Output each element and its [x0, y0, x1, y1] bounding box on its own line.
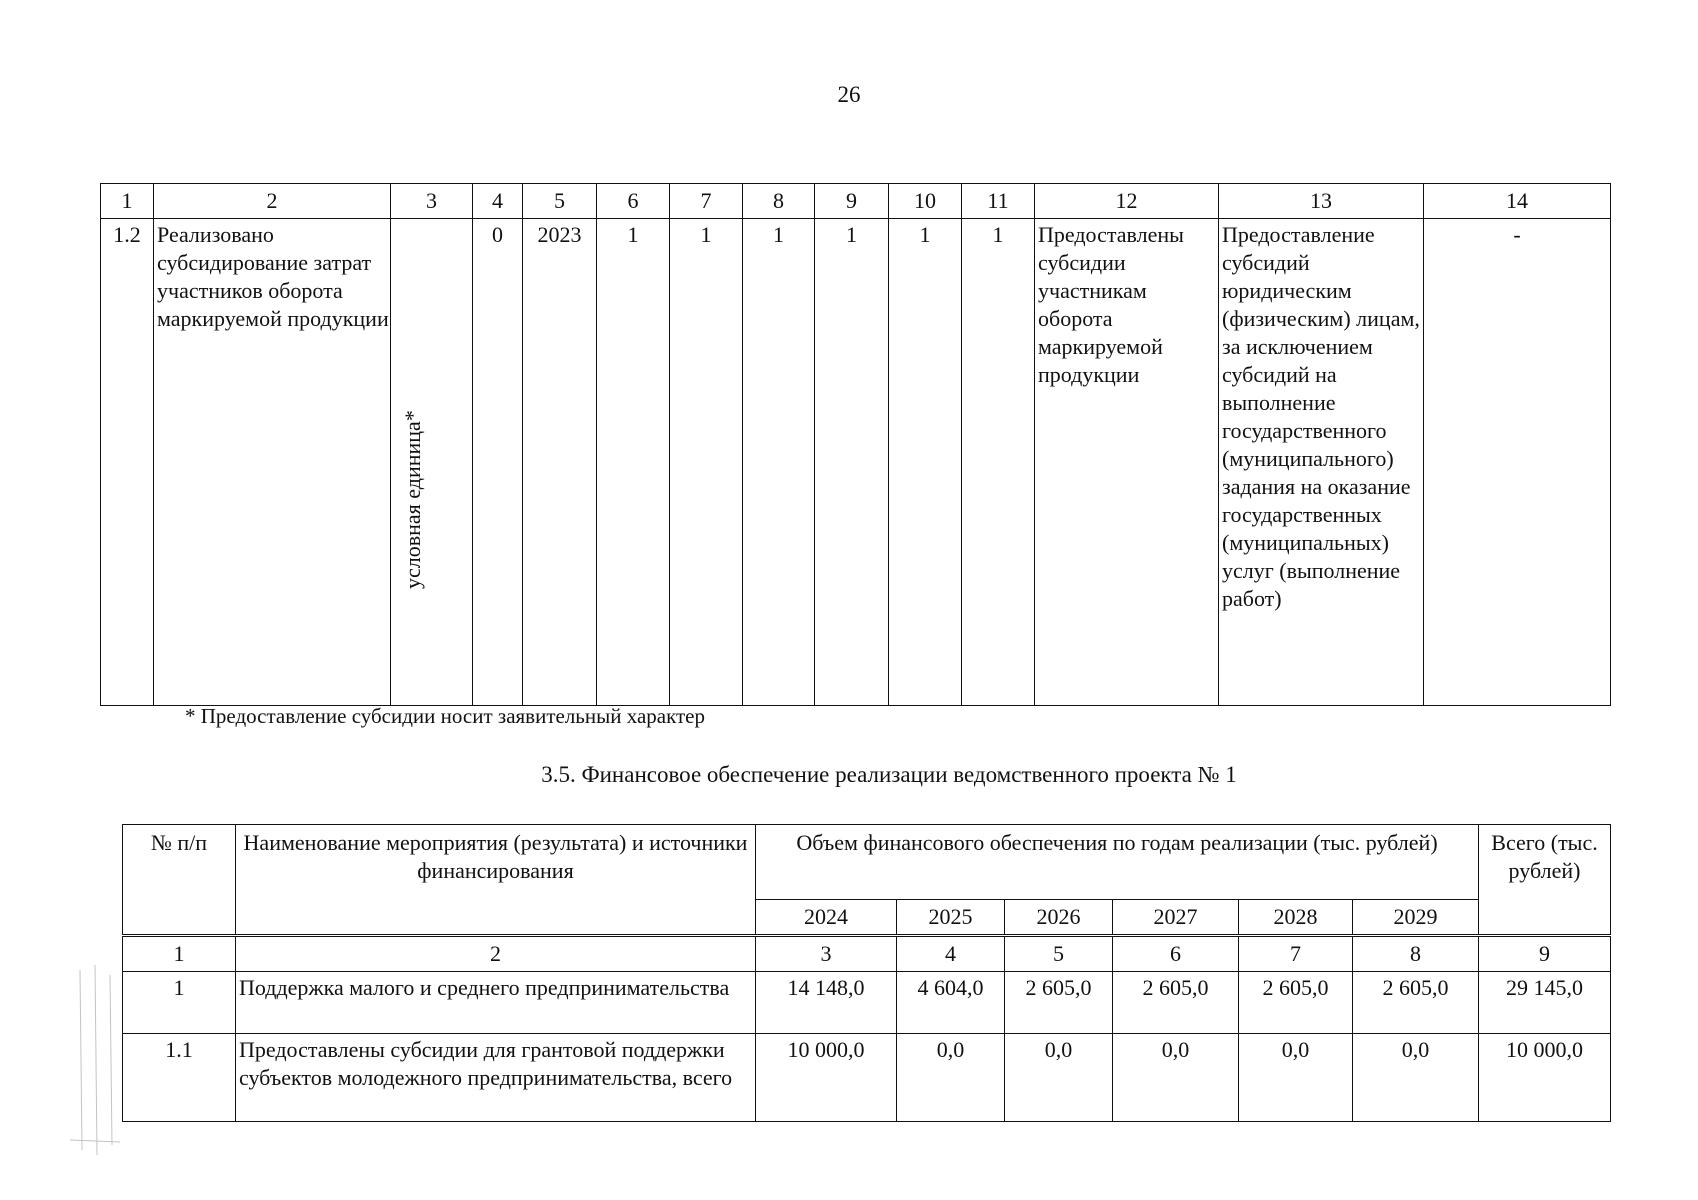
- column-number: 6: [1113, 936, 1239, 972]
- value-cell: 14 148,0: [756, 972, 897, 1034]
- column-number: 3: [391, 184, 473, 219]
- column-number: 4: [897, 936, 1005, 972]
- result-name: Реализовано субсидирование затрат участников оборота маркируемой продукции: [154, 219, 391, 706]
- page-number: 26: [837, 82, 861, 107]
- value-cell: 2 605,0: [1113, 972, 1239, 1034]
- table-cell: 1: [670, 219, 743, 706]
- column-number: 1: [123, 936, 236, 972]
- column-number: 5: [523, 184, 597, 219]
- year-header: 2028: [1239, 900, 1353, 936]
- column-number: 13: [1219, 184, 1424, 219]
- column-number: 7: [1239, 936, 1353, 972]
- row-number: 1.2: [101, 219, 154, 706]
- value-cell: 0,0: [1113, 1034, 1239, 1122]
- table-row: [123, 1034, 1611, 1122]
- row-name: Поддержка малого и среднего предпринимательства: [236, 972, 756, 1034]
- column-number: 10: [889, 184, 962, 219]
- unit-of-measure: условная единица*: [400, 410, 425, 589]
- table-cell: 0: [473, 219, 523, 706]
- year-header: 2029: [1353, 900, 1479, 936]
- header-num: № п/п: [123, 825, 236, 936]
- total-cell: 10 000,0: [1479, 1034, 1611, 1122]
- section-title-text: 3.5. Финансовое обеспечение реализации ведомственного проекта № 1: [541, 762, 1237, 787]
- value-cell: 0,0: [1239, 1034, 1353, 1122]
- value-cell: 2 605,0: [1005, 972, 1113, 1034]
- value-cell: 0,0: [1353, 1034, 1479, 1122]
- year-header: 2027: [1113, 900, 1239, 936]
- year-header: 2025: [897, 900, 1005, 936]
- column-number: 9: [1479, 936, 1611, 972]
- column-number: 12: [1035, 184, 1219, 219]
- row-number: 1.1: [123, 1034, 236, 1122]
- column-number: 11: [962, 184, 1035, 219]
- table-cell: -: [1424, 219, 1611, 706]
- table-cell: 1: [962, 219, 1035, 706]
- result-type: Предоставление субсидий юридическим (физическим) лицам, за исключением субсидий на выполнение государственного (муниципального) задания на оказание государственных (муниципальных) услуг (выполнение работ): [1219, 219, 1424, 706]
- column-number: 8: [1353, 936, 1479, 972]
- result-description: Предоставлены субсидии участникам оборота маркируемой продукции: [1035, 219, 1219, 706]
- value-cell: 4 604,0: [897, 972, 1005, 1034]
- table-cell: 1: [889, 219, 962, 706]
- header-total: Всего (тыс. рублей): [1479, 825, 1611, 936]
- stamp-mark: [60, 960, 130, 1160]
- year-header: 2024: [756, 900, 897, 936]
- table-cell: 1: [743, 219, 815, 706]
- table-header-row: [101, 184, 1611, 219]
- value-cell: 0,0: [1005, 1034, 1113, 1122]
- section-title: [0, 762, 1698, 788]
- unit-cell: [391, 219, 473, 706]
- table-cell: 1: [815, 219, 889, 706]
- column-number: 1: [101, 184, 154, 219]
- row-name: Предоставлены субсидии для грантовой поддержки субъектов молодежного предпринимательства, всего: [236, 1034, 756, 1122]
- value-cell: 0,0: [897, 1034, 1005, 1122]
- footnote: * Предоставление субсидии носит заявительный характер: [185, 704, 706, 728]
- column-number: 3: [756, 936, 897, 972]
- column-number: 14: [1424, 184, 1611, 219]
- total-cell: 29 145,0: [1479, 972, 1611, 1034]
- indicators-table: [100, 183, 1611, 706]
- table-cell: 2023: [523, 219, 597, 706]
- value-cell: 10 000,0: [756, 1034, 897, 1122]
- column-number: 2: [236, 936, 756, 972]
- column-number: 5: [1005, 936, 1113, 972]
- column-number: 9: [815, 184, 889, 219]
- value-cell: 2 605,0: [1239, 972, 1353, 1034]
- header-volume: Объем финансового обеспечения по годам реализации (тыс. рублей): [756, 825, 1479, 900]
- row-number: 1: [123, 972, 236, 1034]
- header-name: Наименование мероприятия (результата) и источники финансирования: [236, 825, 756, 936]
- column-number: 6: [597, 184, 670, 219]
- column-number: 7: [670, 184, 743, 219]
- table-cell: 1: [597, 219, 670, 706]
- year-header: 2026: [1005, 900, 1113, 936]
- value-cell: 2 605,0: [1353, 972, 1479, 1034]
- column-number: 8: [743, 184, 815, 219]
- table-header-row: [123, 825, 1611, 900]
- column-number: 2: [154, 184, 391, 219]
- table-row: [123, 972, 1611, 1034]
- column-number: 4: [473, 184, 523, 219]
- table-row: [101, 219, 1611, 706]
- numbering-row: [123, 936, 1611, 972]
- financing-table: [122, 824, 1611, 1122]
